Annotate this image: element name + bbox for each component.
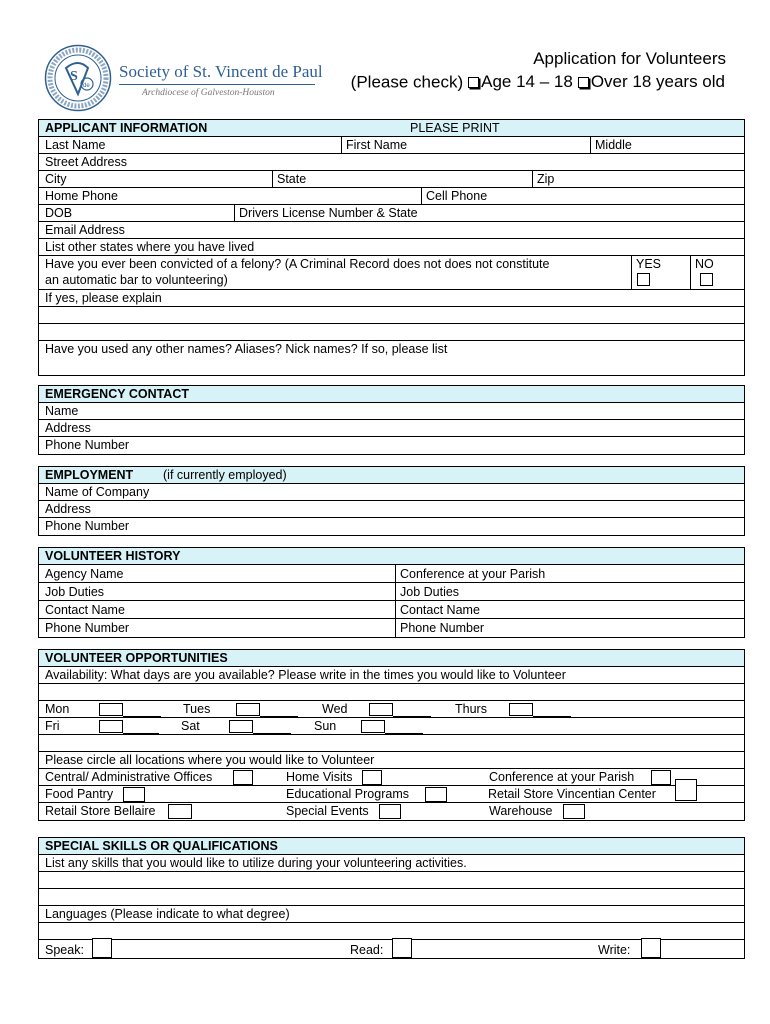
mon-label: Mon (45, 702, 70, 716)
felony-row (39, 256, 744, 290)
skills-note-row (39, 855, 744, 872)
svg-text:S: S (70, 69, 78, 84)
wed-label: Wed (322, 702, 348, 716)
divider (395, 601, 396, 618)
state-label: State (277, 172, 307, 186)
loc-vincentian-checkbox[interactable] (675, 779, 697, 801)
languages-label: Languages (Please indicate to what degree) (45, 907, 290, 921)
loc-education-checkbox[interactable] (425, 787, 447, 802)
company-row[interactable] (39, 484, 744, 501)
loc-conference-checkbox[interactable] (651, 770, 671, 785)
emergency-address-row[interactable] (39, 420, 744, 437)
skills-note-label: List any skills that you would like to utilize during your volunteering activities. (45, 856, 467, 870)
employment-phone-row[interactable] (39, 518, 744, 535)
felony-question-line2: an automatic bar to volunteering) (45, 273, 228, 287)
thurs-checkbox[interactable] (509, 703, 533, 716)
street-row[interactable] (39, 154, 744, 171)
divider (234, 205, 235, 221)
history-header-row (39, 548, 744, 565)
phone-row[interactable] (39, 188, 744, 205)
loc-events-label: Special Events (286, 804, 369, 818)
sat-time-line[interactable] (253, 733, 291, 734)
svg-text:de: de (83, 83, 90, 89)
speak-box[interactable] (92, 938, 112, 958)
sun-time-line[interactable] (385, 733, 423, 734)
skills-section-title: SPECIAL SKILLS OR QUALIFICATIONS (45, 839, 278, 853)
explain-row[interactable] (39, 290, 744, 307)
email-row[interactable] (39, 222, 744, 239)
age-14-18-label: Age 14 – 18 (481, 72, 573, 91)
middle-name-label: Middle (595, 138, 632, 152)
tues-label: Tues (183, 702, 211, 716)
last-name-label: Last Name (45, 138, 106, 152)
language-level-row (39, 940, 744, 958)
speak-label: Speak: (45, 943, 84, 957)
sat-label: Sat (181, 719, 200, 733)
emergency-section-title: EMERGENCY CONTACT (45, 387, 189, 401)
other-states-row[interactable] (39, 239, 744, 256)
circle-note-row (39, 752, 744, 769)
divider (690, 256, 691, 289)
emergency-name-label: Name (45, 404, 79, 418)
employment-header-row (39, 467, 744, 484)
home-phone-label: Home Phone (45, 189, 118, 203)
explain-blank-row[interactable] (39, 307, 744, 324)
felony-yes-checkbox[interactable] (637, 273, 650, 286)
wed-checkbox[interactable] (369, 703, 393, 716)
society-logo (44, 44, 112, 112)
divider (272, 171, 273, 187)
volunteer-history-section (38, 547, 745, 638)
loc-bellaire-checkbox[interactable] (168, 804, 192, 819)
employment-address-row[interactable] (39, 501, 744, 518)
zip-label: Zip (537, 172, 555, 186)
volunteer-opportunities-section (38, 649, 745, 821)
duties-row[interactable] (39, 583, 744, 601)
divider (631, 256, 632, 289)
over-18-checkbox[interactable] (578, 77, 589, 88)
skills-blank-row[interactable] (39, 889, 744, 906)
fri-time-line[interactable] (123, 733, 159, 734)
opportunities-header-row (39, 650, 744, 667)
history-phone-label: Phone Number (45, 621, 130, 635)
contact-row[interactable] (39, 601, 744, 619)
drivers-license-label: Drivers License Number & State (239, 206, 418, 220)
applicant-section-title: APPLICANT INFORMATION (45, 121, 208, 135)
tues-time-line[interactable] (260, 716, 298, 717)
emergency-contact-section (38, 385, 745, 455)
divider (532, 171, 533, 187)
blank-row (39, 735, 744, 752)
divider (341, 137, 342, 153)
locations-row-3 (39, 803, 744, 820)
locations-row-2 (39, 786, 744, 803)
mon-checkbox[interactable] (99, 703, 123, 716)
conference-label: Conference at your Parish (400, 567, 546, 581)
loc-home-checkbox[interactable] (362, 770, 382, 785)
felony-question-line1: Have you ever been convicted of a felony? (A Criminal Record does not does not constitute (45, 257, 550, 271)
applicant-header-row (39, 120, 744, 137)
emergency-phone-row[interactable] (39, 437, 744, 454)
weekday-row-1 (39, 701, 744, 718)
blank-row (39, 684, 744, 701)
job-duties-label-2: Job Duties (400, 585, 460, 599)
locations-row-1 (39, 769, 744, 786)
sat-checkbox[interactable] (229, 720, 253, 733)
loc-education-label: Educational Programs (286, 787, 409, 801)
tues-checkbox[interactable] (236, 703, 260, 716)
skills-header-row (39, 838, 744, 855)
emergency-address-label: Address (45, 421, 91, 435)
write-label: Write: (598, 943, 631, 957)
thurs-time-line[interactable] (533, 716, 571, 717)
emergency-header-row (39, 386, 744, 403)
loc-home-label: Home Visits (286, 770, 353, 784)
city-row[interactable] (39, 171, 744, 188)
divider (421, 188, 422, 204)
check-prefix: (Please check) (350, 72, 464, 92)
sun-label: Sun (314, 719, 337, 733)
contact-name-label-2: Contact Name (400, 603, 480, 617)
history-phone-label-2: Phone Number (400, 621, 485, 635)
felony-no-checkbox[interactable] (700, 273, 713, 286)
loc-events-checkbox[interactable] (379, 804, 401, 819)
history-phone-row[interactable] (39, 619, 744, 637)
loc-warehouse-checkbox[interactable] (563, 804, 585, 819)
languages-row (39, 906, 744, 923)
organization-name: Society of St. Vincent de Paul (119, 62, 323, 81)
special-skills-section (38, 837, 745, 959)
form-title: Application for Volunteers (533, 49, 726, 68)
thurs-label: Thurs (455, 702, 487, 716)
over-18-label: Over 18 years old (590, 72, 725, 91)
divider (590, 137, 591, 153)
divider (395, 619, 396, 637)
fri-checkbox[interactable] (99, 720, 123, 733)
job-duties-label: Job Duties (45, 585, 105, 599)
agency-row[interactable] (39, 565, 744, 583)
agency-name-label: Agency Name (45, 567, 124, 581)
loc-warehouse-label: Warehouse (489, 804, 553, 818)
first-name-label: First Name (346, 138, 408, 152)
other-states-label: List other states where you have lived (45, 240, 255, 254)
circle-note-label: Please circle all locations where you would like to Volunteer (45, 753, 375, 767)
divider (395, 583, 396, 600)
name-row[interactable] (39, 137, 744, 154)
employment-phone-label: Phone Number (45, 519, 130, 533)
read-label: Read: (350, 943, 384, 957)
loc-bellaire-label: Retail Store Bellaire (45, 804, 156, 818)
organization-subtitle: Archdiocese of Galveston-Houston (142, 88, 275, 98)
age-check-line (351, 72, 725, 93)
employment-section-title: EMPLOYMENT (45, 468, 134, 482)
loc-pantry-label: Food Pantry (45, 787, 114, 801)
write-box[interactable] (641, 938, 661, 958)
employment-note: (if currently employed) (163, 468, 287, 482)
availability-row (39, 667, 744, 684)
weekday-row-2 (39, 718, 744, 735)
age-14-18-checkbox[interactable] (468, 77, 479, 88)
loc-central-label: Central/ Administrative Offices (45, 770, 213, 784)
employment-section (38, 466, 745, 536)
read-box[interactable] (392, 938, 412, 958)
dob-row[interactable] (39, 205, 744, 222)
mon-time-line[interactable] (123, 716, 161, 717)
divider (395, 565, 396, 582)
loc-central-checkbox[interactable] (233, 770, 253, 785)
availability-label: Availability: What days are you available? Please write in the times you would like to Volunteer (45, 668, 566, 682)
cell-phone-label: Cell Phone (426, 189, 488, 203)
loc-pantry-checkbox[interactable] (123, 787, 145, 802)
aliases-row[interactable] (39, 341, 744, 375)
history-section-title: VOLUNTEER HISTORY (45, 549, 181, 563)
wed-time-line[interactable] (393, 716, 431, 717)
skills-blank-row[interactable] (39, 872, 744, 889)
company-name-label: Name of Company (45, 485, 150, 499)
explain-label: If yes, please explain (45, 291, 162, 305)
loc-vincentian-label: Retail Store Vincentian Center (488, 787, 656, 801)
aliases-label: Have you used any other names? Aliases? Nick names? If so, please list (45, 342, 448, 356)
emergency-phone-label: Phone Number (45, 438, 130, 452)
fri-label: Fri (45, 719, 60, 733)
street-address-label: Street Address (45, 155, 127, 169)
emergency-name-row[interactable] (39, 403, 744, 420)
city-label: City (45, 172, 67, 186)
employment-address-label: Address (45, 502, 91, 516)
felony-yes-label: YES (636, 257, 662, 271)
opportunities-section-title: VOLUNTEER OPPORTUNITIES (45, 651, 228, 665)
dob-label: DOB (45, 206, 73, 220)
print-note: PLEASE PRINT (410, 121, 500, 135)
sun-checkbox[interactable] (361, 720, 385, 733)
loc-conference-label: Conference at your Parish (489, 770, 635, 784)
organization-divider (119, 84, 315, 85)
applicant-information-section (38, 119, 745, 376)
explain-blank-row[interactable] (39, 324, 744, 341)
email-label: Email Address (45, 223, 125, 237)
felony-no-label: NO (695, 257, 714, 271)
contact-name-label: Contact Name (45, 603, 125, 617)
